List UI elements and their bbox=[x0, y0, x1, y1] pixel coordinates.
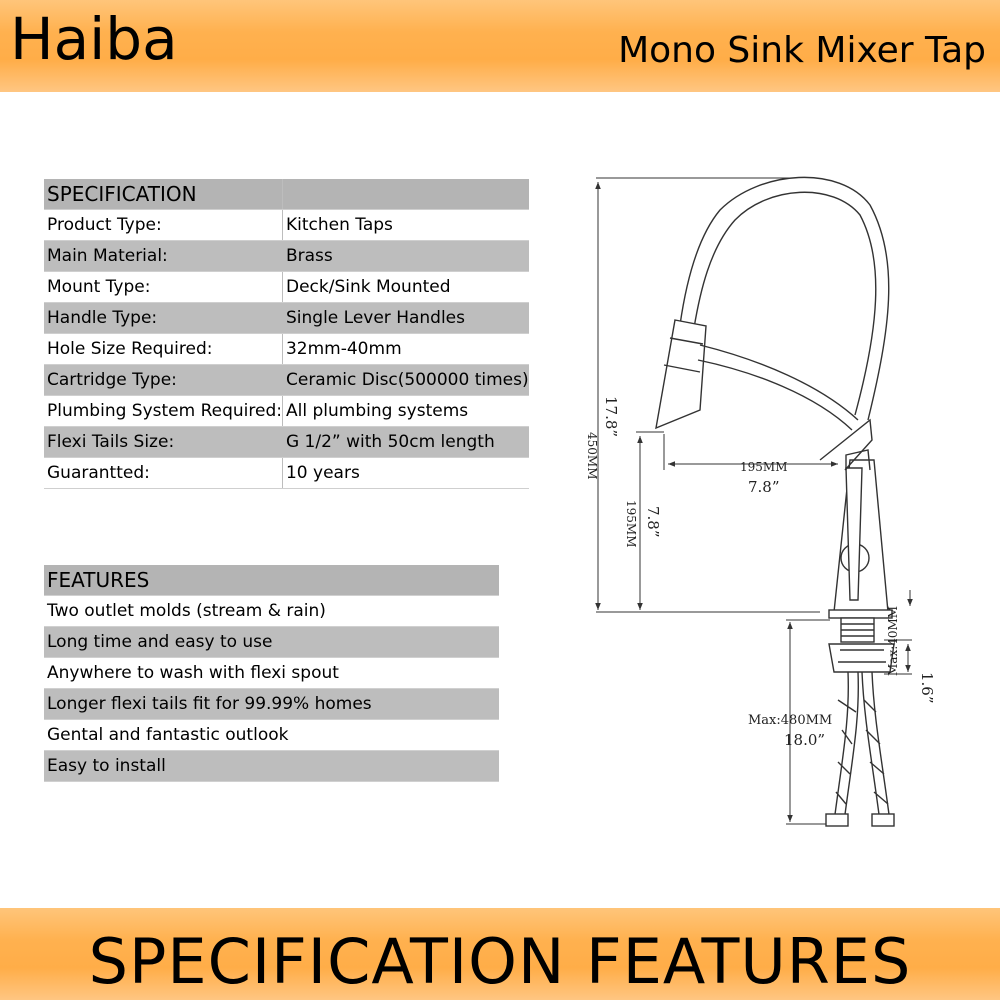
specification-header-row bbox=[44, 179, 529, 210]
table-row bbox=[44, 303, 529, 334]
spec-value: Ceramic Disc(500000 times) bbox=[282, 365, 528, 396]
footer-band bbox=[0, 908, 1000, 1000]
spec-value: Brass bbox=[282, 241, 528, 272]
table-row bbox=[44, 458, 529, 489]
faucet-dimension-drawing bbox=[560, 160, 960, 840]
specification-table bbox=[44, 179, 529, 489]
spec-value: All plumbing systems bbox=[282, 396, 528, 427]
feature-text: Easy to install bbox=[44, 751, 499, 782]
table-row bbox=[44, 334, 529, 365]
spec-label: Flexi Tails Size: bbox=[44, 427, 282, 458]
spout-height-mm-label: 195MM bbox=[624, 500, 638, 548]
tail-length-in-label: 18.0” bbox=[784, 731, 826, 749]
spout-height-in-label: 7.8” bbox=[644, 506, 662, 538]
specification-heading: SPECIFICATION bbox=[44, 179, 282, 210]
table-row bbox=[44, 241, 529, 272]
list-item bbox=[44, 751, 499, 782]
spec-label: Cartridge Type: bbox=[44, 365, 282, 396]
table-row bbox=[44, 427, 529, 458]
spec-label: Plumbing System Required: bbox=[44, 396, 282, 427]
total-height-in-label: 17.8” bbox=[602, 396, 620, 438]
spec-label: Main Material: bbox=[44, 241, 282, 272]
shank-in-label: 1.6” bbox=[918, 672, 936, 704]
list-item bbox=[44, 720, 499, 751]
features-heading: FEATURES bbox=[44, 565, 499, 596]
feature-text: Longer flexi tails fit for 99.99% homes bbox=[44, 689, 499, 720]
features-header-row bbox=[44, 565, 499, 596]
spec-value: 10 years bbox=[282, 458, 528, 489]
spec-value: Single Lever Handles bbox=[282, 303, 528, 334]
spec-label: Product Type: bbox=[44, 210, 282, 241]
spec-value: G 1/2” with 50cm length bbox=[282, 427, 528, 458]
spec-label: Handle Type: bbox=[44, 303, 282, 334]
table-row bbox=[44, 365, 529, 396]
reach-in-label: 7.8” bbox=[748, 478, 780, 496]
spec-value: Deck/Sink Mounted bbox=[282, 272, 528, 303]
product-title: Mono Sink Mixer Tap bbox=[618, 30, 986, 71]
faucet-icon bbox=[656, 177, 894, 826]
table-row bbox=[44, 396, 529, 427]
total-height-mm-label: 450MM bbox=[585, 432, 599, 480]
shank-mm-label: Max:40MM bbox=[886, 605, 900, 676]
footer-title: SPECIFICATION FEATURES bbox=[88, 925, 912, 998]
spec-label: Mount Type: bbox=[44, 272, 282, 303]
feature-text: Two outlet molds (stream & rain) bbox=[44, 596, 499, 627]
spec-value: 32mm-40mm bbox=[282, 334, 528, 365]
brand-name: Haiba bbox=[10, 5, 178, 73]
spec-label: Hole Size Required: bbox=[44, 334, 282, 365]
feature-text: Gental and fantastic outlook bbox=[44, 720, 499, 751]
list-item bbox=[44, 627, 499, 658]
spec-label: Guarantted: bbox=[44, 458, 282, 489]
header-band bbox=[0, 0, 1000, 92]
list-item bbox=[44, 689, 499, 720]
table-row bbox=[44, 210, 529, 241]
tail-length-mm-label: Max:480MM bbox=[748, 713, 833, 728]
table-row bbox=[44, 272, 529, 303]
feature-text: Long time and easy to use bbox=[44, 627, 499, 658]
list-item bbox=[44, 658, 499, 689]
reach-mm-label: 195MM bbox=[740, 460, 788, 474]
feature-text: Anywhere to wash with flexi spout bbox=[44, 658, 499, 689]
features-table bbox=[44, 565, 499, 782]
list-item bbox=[44, 596, 499, 627]
specification-heading-blank bbox=[282, 179, 528, 210]
spec-value: Kitchen Taps bbox=[282, 210, 528, 241]
